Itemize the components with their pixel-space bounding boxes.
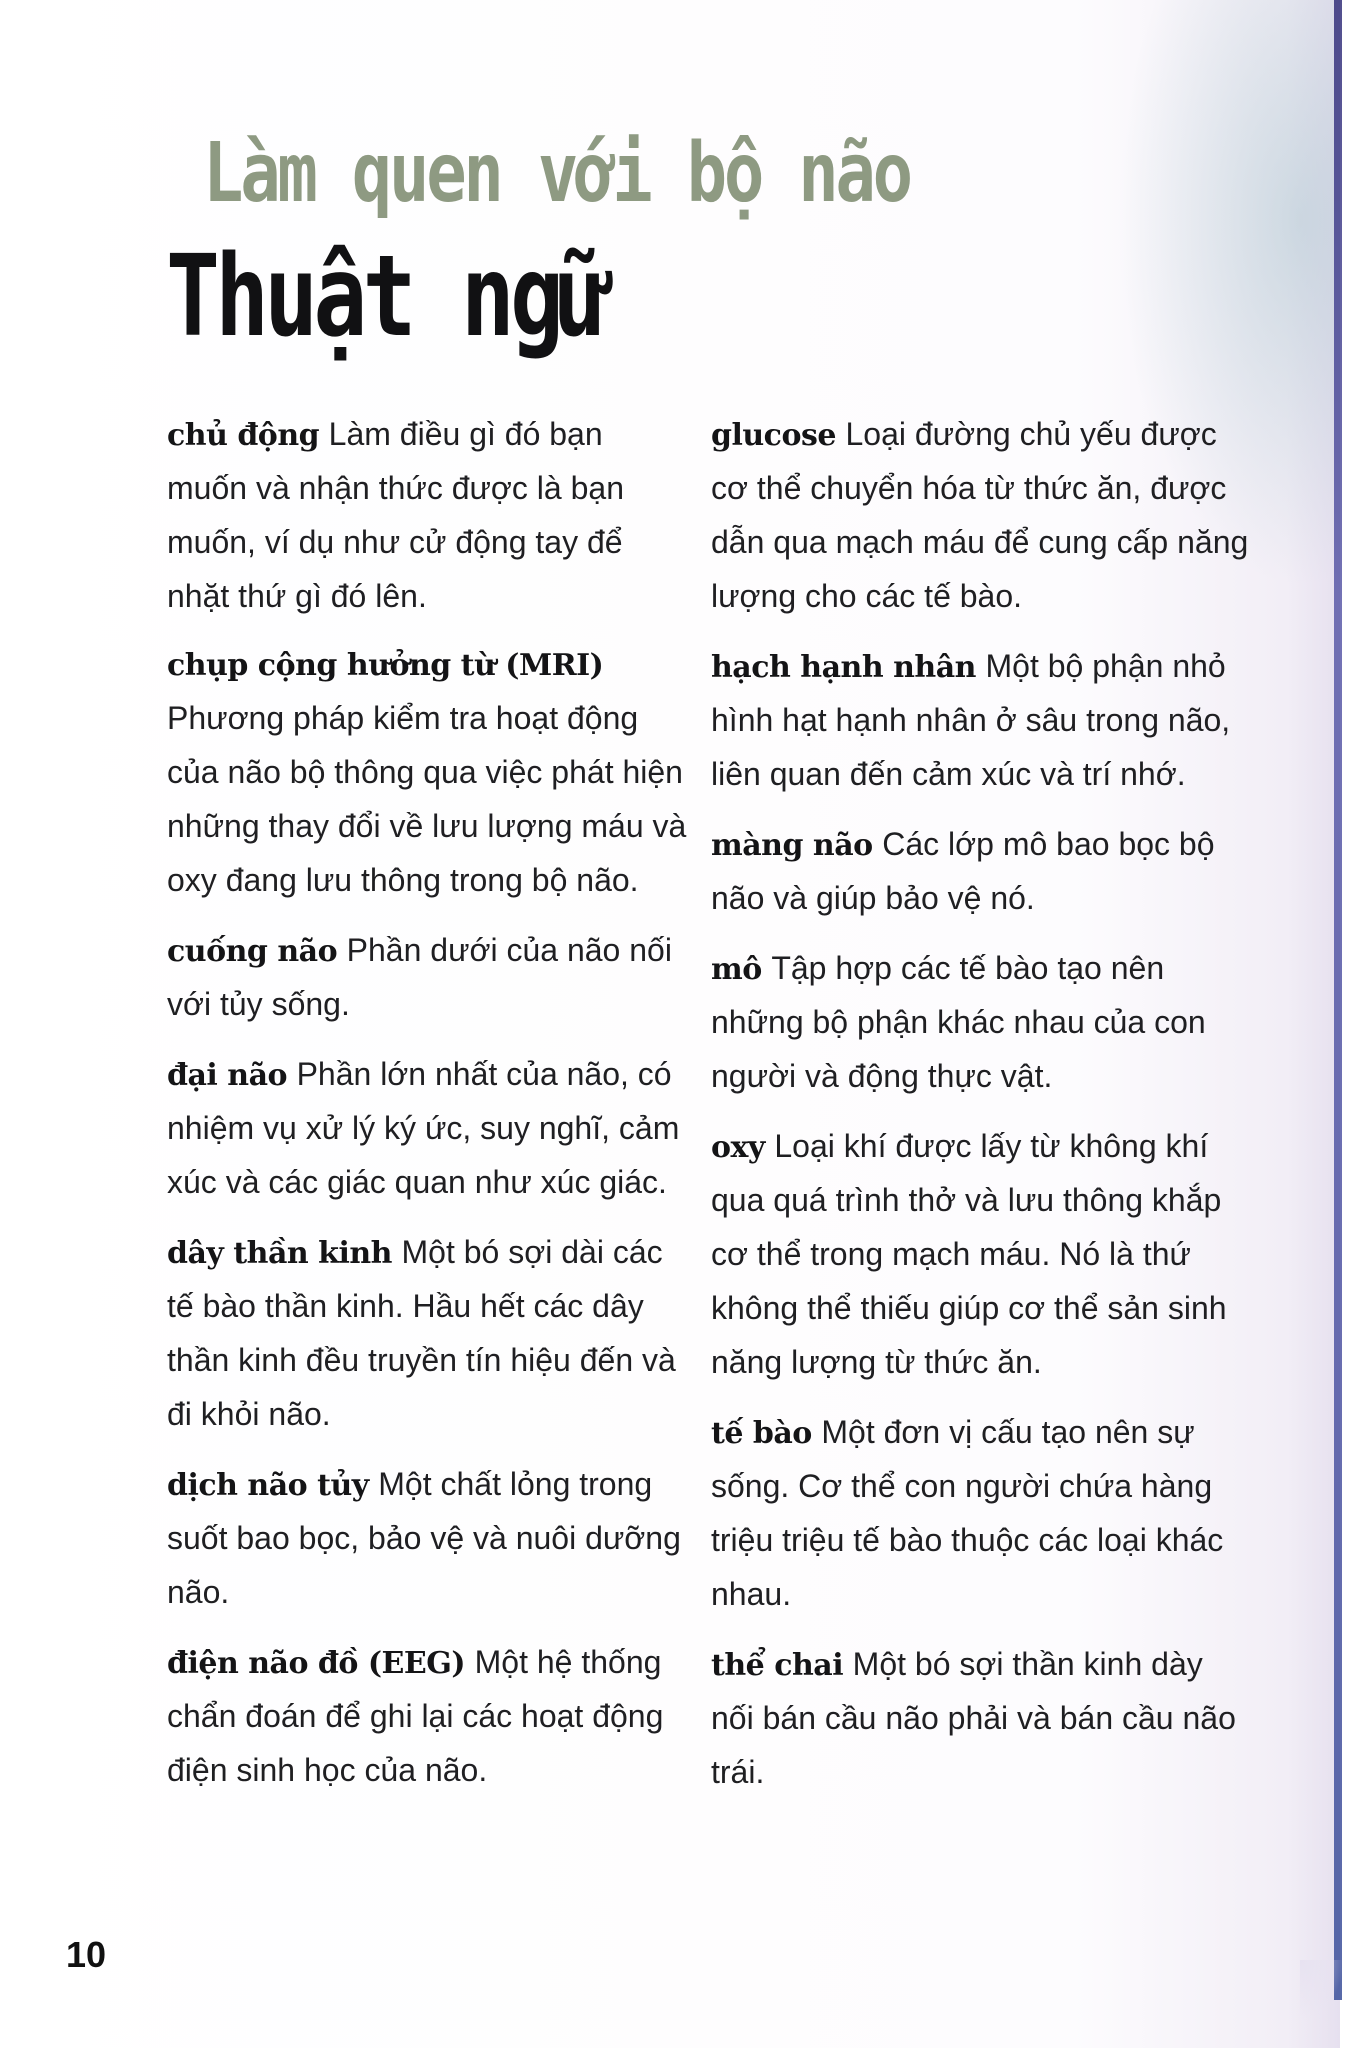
glossary-term: màng não <box>711 828 873 863</box>
glossary-definition: Một bộ phận nhỏ hình hạt hạnh nhân ở sâu trong não, liên quan đến cảm xúc và trí nhớ. <box>711 648 1231 792</box>
page-title: Thuật ngữ <box>166 232 609 362</box>
page-number: 10 <box>66 1934 107 1975</box>
glossary-entry <box>167 1226 687 1442</box>
glossary-entry <box>167 924 687 1032</box>
glossary-term: dây thần kinh <box>167 1236 392 1271</box>
glossary-term: thể chai <box>711 1648 844 1683</box>
glossary-entry <box>711 1120 1251 1390</box>
glossary-entry <box>711 408 1251 624</box>
page-corner-curl <box>1300 1960 1344 2020</box>
glossary-term: đại não <box>167 1058 288 1093</box>
glossary-term: tế bào <box>711 1416 812 1451</box>
glossary-term: dịch não tủy <box>167 1468 369 1503</box>
glossary-column-right <box>711 408 1251 1816</box>
glossary-definition: Phương pháp kiểm tra hoạt động của não bộ thông qua việc phát hiện những thay đổi về lưu lượng máu và oxy đang lưu thông trong bộ não. <box>167 700 687 898</box>
glossary-entry <box>167 640 687 908</box>
glossary-definition: Loại đường chủ yếu được cơ thể chuyển hóa từ thức ăn, được dẫn qua mạch máu để cung cấp năng lượng cho các tế bào. <box>711 416 1249 614</box>
glossary-definition: Phần dưới của não nối với tủy sống. <box>167 932 672 1022</box>
glossary-term: chủ động <box>167 418 320 453</box>
glossary-entry <box>711 1406 1251 1622</box>
glossary-term: mô <box>711 952 762 987</box>
glossary-definition: Một đơn vị cấu tạo nên sự sống. Cơ thể con người chứa hàng triệu triệu tế bào thuộc các loại khác nhau. <box>711 1414 1224 1612</box>
glossary-entry <box>711 942 1251 1104</box>
glossary-entry <box>167 1458 687 1620</box>
glossary-term: điện não đồ (EEG) <box>167 1646 466 1681</box>
glossary-definition: Loại khí được lấy từ không khí qua quá trình thở và lưu thông khắp cơ thể trong mạch máu. Nó là thứ không thể thiếu giúp cơ thể sản sinh năng lượng từ thức ăn. <box>711 1128 1227 1380</box>
glossary-term: chụp cộng hưởng từ (MRI) <box>167 648 604 683</box>
glossary-column-left <box>167 408 687 1814</box>
glossary-definition: Một hệ thống chẩn đoán để ghi lại các hoạt động điện sinh học của não. <box>167 1644 664 1788</box>
glossary-definition: Một chất lỏng trong suốt bao bọc, bảo vệ và nuôi dưỡng não. <box>167 1466 681 1610</box>
glossary-entry <box>167 408 687 624</box>
glossary-entry <box>711 818 1251 926</box>
glossary-definition: Tập hợp các tế bào tạo nên những bộ phận khác nhau của con người và động thực vật. <box>711 950 1206 1094</box>
glossary-term: cuống não <box>167 934 338 969</box>
glossary-definition: Một bó sợi thần kinh dày nối bán cầu não phải và bán cầu não trái. <box>711 1646 1236 1790</box>
glossary-definition: Phần lớn nhất của não, có nhiệm vụ xử lý ký ức, suy nghĩ, cảm xúc và các giác quan như xúc giác. <box>167 1056 680 1200</box>
glossary-entry <box>711 1638 1251 1800</box>
glossary-term: oxy <box>711 1130 765 1165</box>
glossary-term: hạch hạnh nhân <box>711 650 976 685</box>
glossary-entry <box>711 640 1251 802</box>
glossary-term: glucose <box>711 418 836 453</box>
glossary-definition: Một bó sợi dài các tế bào thần kinh. Hầu hết các dây thần kinh đều truyền tín hiệu đến và đi khỏi não. <box>167 1234 676 1432</box>
glossary-definition: Làm điều gì đó bạn muốn và nhận thức được là bạn muốn, ví dụ như cử động tay để nhặt thứ gì đó lên. <box>167 416 624 614</box>
page-edge-shadow <box>1334 0 1342 2000</box>
section-subtitle: Làm quen với bộ não <box>203 126 910 221</box>
glossary-definition: Các lớp mô bao bọc bộ não và giúp bảo vệ nó. <box>711 826 1215 916</box>
glossary-entry <box>167 1048 687 1210</box>
glossary-entry <box>167 1636 687 1798</box>
